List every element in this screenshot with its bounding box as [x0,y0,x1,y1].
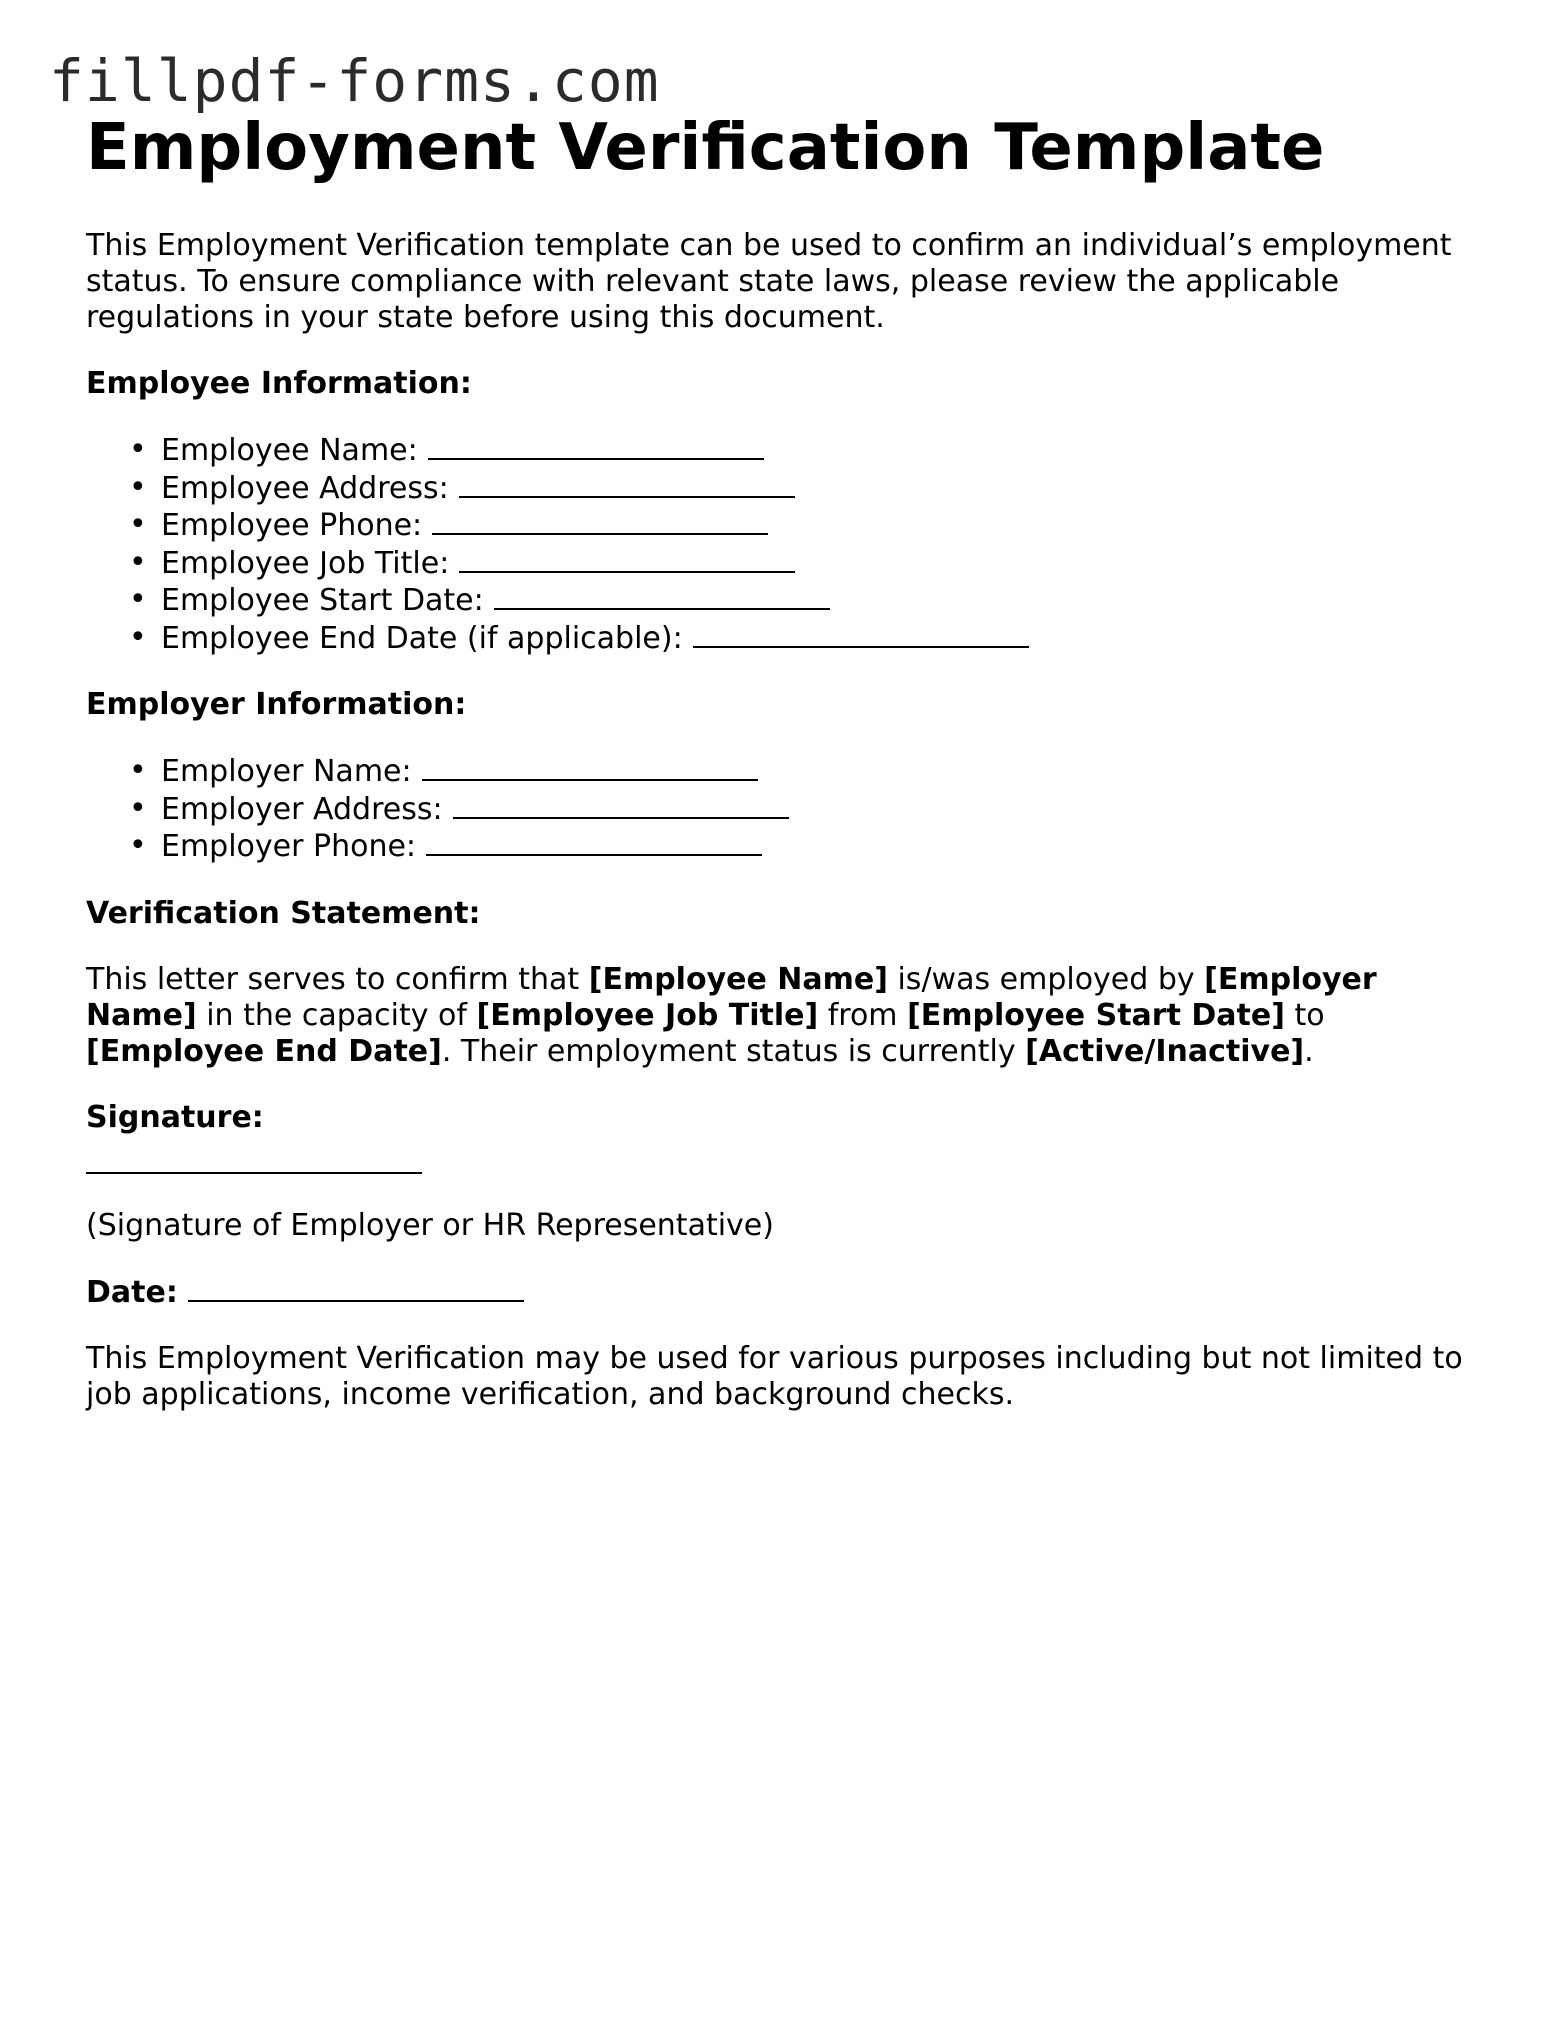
employer-name-field [129,753,1486,791]
employer-phone-field [129,828,1486,866]
bullet-icon: • [129,753,147,788]
document-title: Employment Verification Template [86,111,1325,185]
placeholder-status: [Active/Inactive] [1025,1033,1305,1069]
field-label: Employee Phone: [161,508,423,543]
bullet-icon: • [129,432,147,467]
statement-text: in the capacity of [196,997,477,1033]
field-label: Employee Job Title: [161,545,450,581]
bullet-icon: • [129,469,147,505]
employee-name-field [129,432,1486,470]
employee-end-date-field [129,619,1486,658]
statement-text: from [818,997,908,1033]
field-label: Employee End Date (if applicable): [161,620,683,656]
verification-heading: Verification Statement: [86,895,481,931]
employee-info-heading: Employee Information: [86,366,472,401]
employee-fields-list [86,432,1486,657]
date-row [86,1274,1486,1311]
bullet-icon: • [129,544,147,580]
bullet-icon: • [129,828,147,863]
blank-line[interactable] [693,620,1029,648]
bullet-icon: • [129,582,147,617]
placeholder-employee-name: [Employee Name] [588,961,888,997]
watermark: fillpdf-forms.com [49,47,660,115]
blank-line[interactable] [453,791,789,819]
field-label: Employer Phone: [161,829,417,864]
blank-line[interactable] [428,432,764,460]
date-blank-line[interactable] [188,1274,524,1302]
signature-line[interactable] [86,1172,422,1174]
signature-caption: (Signature of Employer or HR Representative) [86,1207,774,1243]
statement-text: This letter serves to confirm that [86,961,589,997]
statement-text: . Their employment status is currently [441,1033,1026,1069]
document-body [86,108,1486,1413]
employer-info-heading: Employer Information: [86,687,467,722]
blank-line[interactable] [432,507,768,535]
statement-text: to [1284,997,1325,1033]
statement-text: is/was employed by [887,961,1205,997]
employee-address-field [129,469,1486,508]
blank-line[interactable] [459,470,795,498]
employer-address-field [129,790,1486,829]
placeholder-end-date: [Employee End Date] [86,1033,442,1069]
verification-statement [86,962,1486,1070]
blank-line[interactable] [459,545,795,573]
employee-start-date-field [129,582,1486,620]
field-label: Employer Name: [161,754,412,789]
field-label: Employee Address: [161,470,449,506]
placeholder-start-date: [Employee Start Date] [907,997,1285,1033]
blank-line[interactable] [494,582,830,610]
employee-job-title-field [129,544,1486,583]
signature-heading: Signature: [86,1099,264,1135]
placeholder-employer-name: [Employer Name] [86,961,1377,1033]
date-label: Date: [86,1274,178,1310]
employer-fields-list [86,753,1486,866]
closing-paragraph: This Employment Verification may be used for various purposes including but not limited to job applications, income verification, and background checks. [86,1340,1463,1412]
field-label: Employee Name: [161,433,418,468]
bullet-icon: • [129,790,147,826]
blank-line[interactable] [426,828,762,856]
intro-paragraph: This Employment Verification template can be used to confirm an individual’s employment status. To ensure compliance with relevant state laws, please review the applicable regulations in your state before using this document. [86,228,1452,335]
bullet-icon: • [129,619,147,655]
blank-line[interactable] [422,753,758,781]
placeholder-job-title: [Employee Job Title] [476,997,819,1033]
bullet-icon: • [129,507,147,542]
statement-text: . [1304,1033,1314,1069]
employee-phone-field [129,507,1486,545]
field-label: Employer Address: [161,791,443,827]
field-label: Employee Start Date: [161,583,484,618]
